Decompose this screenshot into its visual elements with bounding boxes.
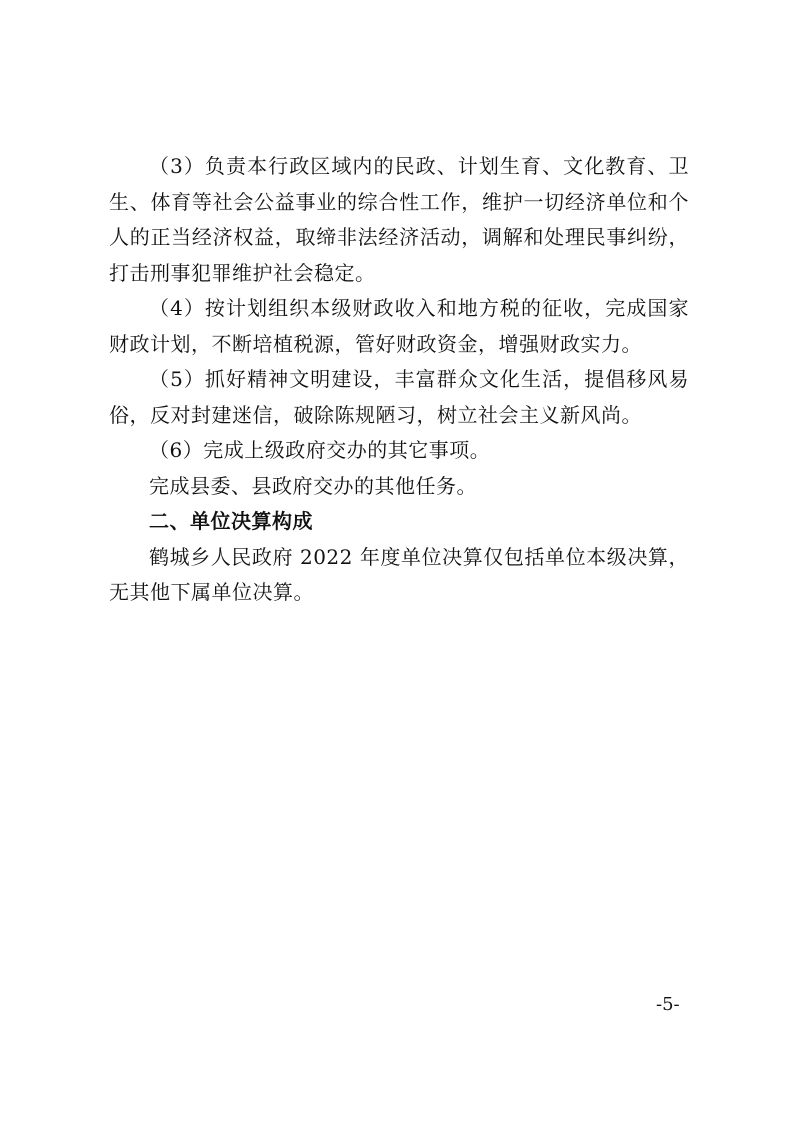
paragraph-item-4: （4）按计划组织本级财政收入和地方税的征收，完成国家财政计划，不断培植税源，管好财政资金，增强财政实力。: [109, 296, 689, 356]
paragraph-item-6: （6）完成上级政府交办的其它事项。: [149, 438, 491, 462]
paragraph-item-5: （5）抓好精神文明建设，丰富群众文化生活，提倡移风易俗，反对封建迷信，破除陈规陋习，树立社会主义新风尚。: [109, 367, 689, 427]
paragraph-item-3: （3）负责本行政区域内的民政、计划生育、文化教育、卫生、体育等社会公益事业的综合性工作，维护一切经济单位和个人的正当经济权益，取缔非法经济活动，调解和处理民事纠纷，打击刑事犯罪维护社会稳定。: [109, 154, 689, 285]
paragraph-other-tasks: 完成县委、县政府交办的其他任务。: [149, 473, 477, 498]
document-body: [109, 149, 689, 611]
section-paragraph: 鹤城乡人民政府 2022 年度单位决算仅包括单位本级决算，无其他下属单位决算。: [109, 544, 689, 604]
page-number: -5-: [656, 994, 680, 1015]
section-heading: 二、单位决算构成: [149, 509, 313, 533]
